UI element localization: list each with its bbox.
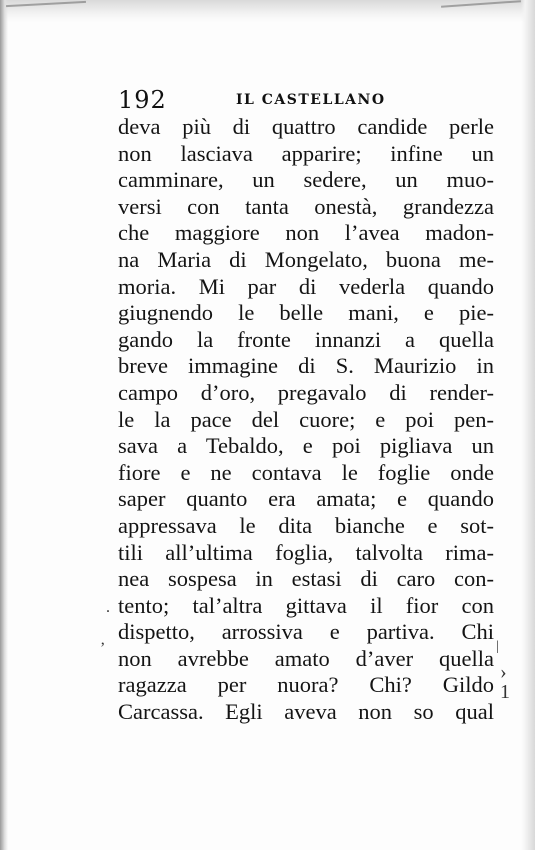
margin-speck: . bbox=[106, 599, 110, 616]
text-line: camminare, un sedere, un muo- bbox=[118, 167, 494, 193]
margin-speck: ‚ bbox=[100, 631, 106, 648]
text-line: non lasciava apparire; infine un bbox=[118, 140, 494, 166]
text-line: versi con tanta onestà, grandezza bbox=[118, 193, 494, 219]
running-head: IL CASTELLANO bbox=[236, 92, 386, 108]
text-line: campo d’oro, pregavalo di render- bbox=[118, 379, 494, 405]
page-header bbox=[118, 86, 494, 112]
text-line: non avrebbe amato d’aver quella bbox=[118, 645, 494, 671]
body-text bbox=[118, 114, 494, 726]
text-line: tili all’ultima foglia, talvolta rima- bbox=[118, 539, 494, 565]
text-line: gando la fronte innanzi a quella bbox=[118, 326, 494, 352]
text-line: sava a Tebaldo, e poi pigliava un bbox=[118, 433, 494, 459]
margin-mark: 1 bbox=[500, 681, 510, 703]
text-line: appressava le dita bianche e sot- bbox=[118, 512, 494, 538]
text-line: Carcassa. Egli aveva non so qual bbox=[118, 699, 494, 725]
text-line: breve immagine di S. Maurizio in bbox=[118, 353, 494, 379]
page-number: 192 bbox=[118, 86, 167, 114]
scan-right-edge bbox=[521, 0, 535, 850]
text-line: deva più di quattro candide perle bbox=[118, 114, 494, 139]
text-line: tento; tal’altra gittava il fior con bbox=[118, 592, 494, 618]
text-line: giugnendo le belle mani, e pie- bbox=[118, 300, 494, 326]
text-line: nea sospesa in estasi di caro con- bbox=[118, 566, 494, 592]
text-line: le la pace del cuore; e poi pen- bbox=[118, 406, 494, 432]
scan-left-edge bbox=[0, 0, 8, 850]
margin-mark: › bbox=[500, 661, 507, 683]
text-line: moria. Mi par di vederla quando bbox=[118, 273, 494, 299]
margin-mark: | bbox=[496, 639, 499, 654]
scan-top-edge bbox=[0, 0, 535, 22]
text-line: na Maria di Mongelato, buona me- bbox=[118, 246, 494, 272]
text-line: fiore e ne contava le foglie onde bbox=[118, 459, 494, 485]
text-line: ragazza per nuora? Chi? Gildo bbox=[118, 672, 494, 698]
text-line: dispetto, arrossiva e partiva. Chi bbox=[118, 619, 494, 645]
text-line: che maggiore non l’avea madon- bbox=[118, 220, 494, 246]
text-line: saper quanto era amata; e quando bbox=[118, 486, 494, 512]
